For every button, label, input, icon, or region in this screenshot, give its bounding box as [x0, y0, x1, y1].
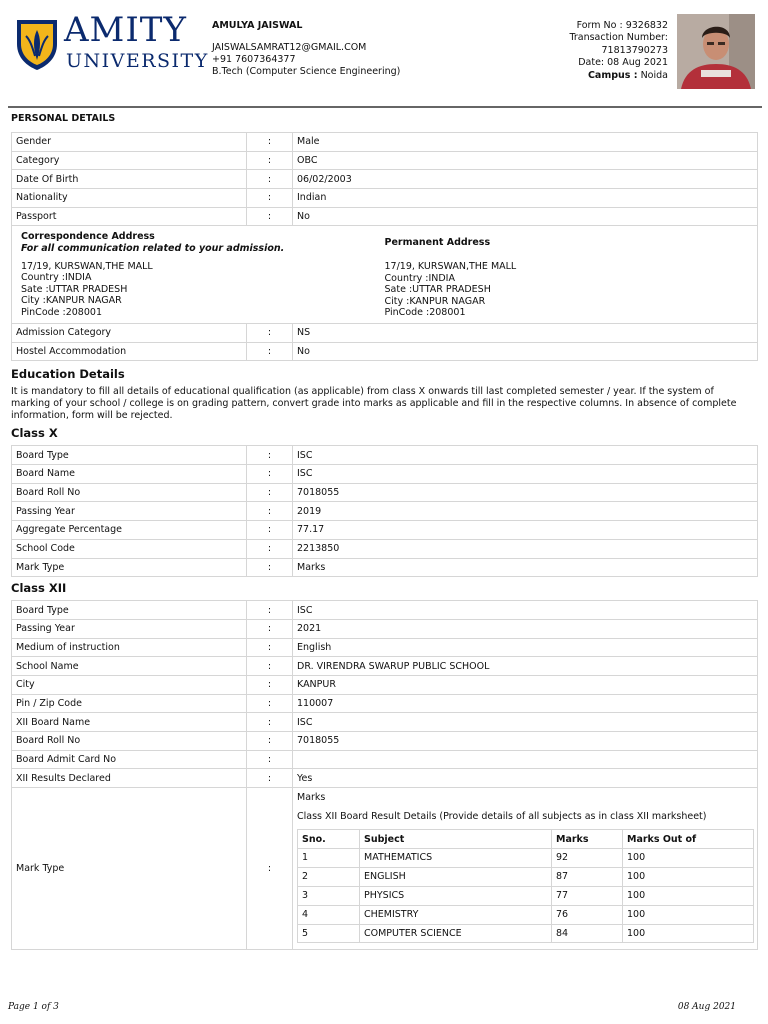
- table-row: [12, 675, 758, 694]
- cell: 100: [623, 924, 754, 943]
- row-label: XII Results Declared: [12, 769, 247, 788]
- row-value: Male: [293, 133, 758, 152]
- table-row: [12, 769, 758, 788]
- education-instructions: It is mandatory to fill all details of educational qualification (as applicable) from class X onwards till last completed semester / year. If the system of marking of your school / college is on grading pattern, convert grade into marks as applicable and fill in the respective columns. In absence of complete information, form will be rejected.: [11, 386, 737, 422]
- row-value: ISC: [293, 465, 758, 484]
- row-label: Medium of instruction: [12, 638, 247, 657]
- row-separator: :: [247, 601, 293, 620]
- row-label: Mark Type: [12, 558, 247, 577]
- row-separator: :: [247, 675, 293, 694]
- table-header-row: [298, 830, 754, 849]
- cell: 2: [298, 867, 360, 886]
- row-value: ISC: [293, 446, 758, 465]
- class-xii-heading: Class XII: [11, 581, 67, 596]
- table-row: [12, 189, 758, 208]
- row-label: Board Roll No: [12, 483, 247, 502]
- applicant-phone: +91 7607364377: [212, 54, 296, 65]
- row-label: Board Type: [12, 446, 247, 465]
- permanent-address: [385, 231, 749, 319]
- row-value: 2021: [293, 619, 758, 638]
- mark-type-row: [12, 788, 758, 950]
- row-separator: :: [247, 521, 293, 540]
- row-value: 77.17: [293, 521, 758, 540]
- row-separator: :: [247, 483, 293, 502]
- cell: COMPUTER SCIENCE: [360, 924, 552, 943]
- table-row: [12, 694, 758, 713]
- footer-date: 08 Aug 2021: [677, 1002, 736, 1012]
- table-row: [12, 465, 758, 484]
- table-row: [12, 657, 758, 676]
- address-line: PinCode :208001: [21, 307, 102, 318]
- row-label: School Name: [12, 657, 247, 676]
- row-value: 2019: [293, 502, 758, 521]
- document-header: [0, 0, 768, 100]
- row-value: ISC: [293, 601, 758, 620]
- table-row: [12, 750, 758, 769]
- personal-details-table: [11, 132, 758, 361]
- row-separator: :: [247, 151, 293, 170]
- column-header: Subject: [360, 830, 552, 849]
- table-row: [12, 521, 758, 540]
- row-value: ISC: [293, 713, 758, 732]
- column-header: Marks Out of: [623, 830, 754, 849]
- row-separator: :: [247, 133, 293, 152]
- row-label: XII Board Name: [12, 713, 247, 732]
- row-value: Indian: [293, 189, 758, 208]
- logo-university-text: UNIVERSITY: [66, 50, 209, 72]
- row-value: No: [293, 342, 758, 361]
- row-value: Marks: [293, 558, 758, 577]
- transaction-label: Transaction Number:: [569, 32, 668, 44]
- table-row: [298, 886, 754, 905]
- applicant-program: B.Tech (Computer Science Engineering): [212, 66, 401, 77]
- cell: 3: [298, 886, 360, 905]
- campus: [569, 70, 668, 82]
- applicant-photo: [677, 14, 755, 89]
- table-row: [12, 713, 758, 732]
- amity-logo: [14, 10, 209, 76]
- row-label: Board Type: [12, 601, 247, 620]
- subject-marks-table: [297, 829, 754, 943]
- row-label: Mark Type: [12, 788, 247, 950]
- class-xii-table: [11, 600, 758, 950]
- address-line: City :KANPUR NAGAR: [21, 295, 122, 307]
- row-value: 06/02/2003: [293, 170, 758, 189]
- logo-amity-text: AMITY: [64, 10, 187, 50]
- row-value: Yes: [293, 769, 758, 788]
- row-label: Hostel Accommodation: [12, 342, 247, 361]
- cell: 77: [552, 886, 623, 905]
- address-block: [12, 226, 757, 323]
- row-value: [293, 750, 758, 769]
- cell: PHYSICS: [360, 886, 552, 905]
- address-line: 17/19, KURSWAN,THE MALL: [384, 261, 517, 273]
- page-number: Page 1 of 3: [8, 1002, 59, 1012]
- cell: CHEMISTRY: [360, 905, 552, 924]
- cell: 100: [623, 905, 754, 924]
- row-value: No: [293, 207, 758, 226]
- row-label: Board Name: [12, 465, 247, 484]
- table-row: [12, 133, 758, 152]
- cell: 100: [623, 886, 754, 905]
- address-line: Country :INDIA: [21, 272, 92, 284]
- table-row: [12, 558, 758, 577]
- table-row: [12, 151, 758, 170]
- header-divider: [8, 106, 762, 108]
- table-row: [12, 342, 758, 361]
- cell: 1: [298, 848, 360, 867]
- row-separator: :: [247, 713, 293, 732]
- table-row: [12, 619, 758, 638]
- row-value: 7018055: [293, 483, 758, 502]
- table-row: [12, 601, 758, 620]
- cell: 76: [552, 905, 623, 924]
- applicant-name: AMULYA JAISWAL: [212, 20, 303, 31]
- row-value: NS: [293, 324, 758, 343]
- row-label: Date Of Birth: [12, 170, 247, 189]
- form-info: [569, 20, 668, 82]
- correspondence-subtitle: For all communication related to your admission.: [21, 243, 285, 255]
- table-row: [12, 502, 758, 521]
- row-value: OBC: [293, 151, 758, 170]
- correspondence-title: Correspondence Address: [21, 231, 155, 243]
- address-cell: [12, 226, 758, 324]
- row-separator: :: [247, 539, 293, 558]
- cell: 4: [298, 905, 360, 924]
- form-number: Form No : 9326832: [576, 20, 668, 31]
- table-row: [12, 732, 758, 751]
- campus-label: Campus :: [587, 69, 638, 81]
- personal-details-heading: PERSONAL DETAILS: [11, 113, 116, 124]
- row-separator: :: [247, 207, 293, 226]
- table-row: [12, 207, 758, 226]
- permanent-title: Permanent Address: [384, 237, 491, 249]
- row-separator: :: [247, 189, 293, 208]
- row-separator: :: [247, 769, 293, 788]
- shield-logo-icon: [14, 16, 60, 72]
- row-separator: :: [247, 342, 293, 361]
- address-line: Sate :UTTAR PRADESH: [21, 283, 128, 295]
- row-label: Admission Category: [12, 324, 247, 343]
- class-x-heading: Class X: [11, 426, 58, 441]
- row-label: Passing Year: [12, 502, 247, 521]
- table-row: [12, 446, 758, 465]
- table-row: [298, 924, 754, 943]
- row-separator: :: [247, 750, 293, 769]
- mark-type-cell: [293, 788, 758, 950]
- row-value: KANPUR: [293, 675, 758, 694]
- campus-value: Noida: [640, 69, 668, 81]
- cell: 87: [552, 867, 623, 886]
- row-label: School Code: [12, 539, 247, 558]
- cell: 5: [298, 924, 360, 943]
- person-photo-icon: [677, 14, 755, 89]
- cell: MATHEMATICS: [360, 848, 552, 867]
- table-row: [12, 638, 758, 657]
- row-value: 7018055: [293, 732, 758, 751]
- row-label: City: [12, 675, 247, 694]
- row-label: Gender: [12, 133, 247, 152]
- row-label: Passport: [12, 207, 247, 226]
- cell: 84: [552, 924, 623, 943]
- row-label: Board Roll No: [12, 732, 247, 751]
- row-separator: :: [247, 446, 293, 465]
- row-value: DR. VIRENDRA SWARUP PUBLIC SCHOOL: [293, 657, 758, 676]
- correspondence-address: [21, 231, 385, 319]
- row-label: Pin / Zip Code: [12, 694, 247, 713]
- row-separator: :: [247, 324, 293, 343]
- table-row: [12, 539, 758, 558]
- row-separator: :: [247, 170, 293, 189]
- row-separator: :: [247, 465, 293, 484]
- row-label: Aggregate Percentage: [12, 521, 247, 540]
- row-label: Board Admit Card No: [12, 750, 247, 769]
- table-row: [12, 170, 758, 189]
- applicant-email: JAISWALSAMRAT12@GMAIL.COM: [212, 42, 367, 53]
- table-row: [12, 483, 758, 502]
- cell: ENGLISH: [360, 867, 552, 886]
- address-line: Sate :UTTAR PRADESH: [384, 284, 491, 296]
- mark-type-value: Marks: [297, 792, 326, 804]
- row-separator: :: [247, 694, 293, 713]
- row-label: Passing Year: [12, 619, 247, 638]
- class-x-table: [11, 445, 758, 577]
- address-line: City :KANPUR NAGAR: [384, 295, 486, 307]
- column-header: Sno.: [298, 830, 360, 849]
- row-value: 110007: [293, 694, 758, 713]
- table-row: [12, 324, 758, 343]
- address-line: 17/19, KURSWAN,THE MALL: [21, 260, 153, 272]
- row-separator: :: [247, 788, 293, 950]
- cell: 100: [623, 848, 754, 867]
- table-row: [298, 848, 754, 867]
- transaction-number: 71813790273: [601, 44, 668, 56]
- cell: 100: [623, 867, 754, 886]
- row-separator: :: [247, 558, 293, 577]
- row-separator: :: [247, 502, 293, 521]
- row-separator: :: [247, 732, 293, 751]
- table-row: [298, 867, 754, 886]
- address-line: PinCode :208001: [384, 307, 466, 319]
- address-row: [12, 226, 758, 324]
- application-body: [11, 112, 758, 950]
- row-label: Nationality: [12, 189, 247, 208]
- row-value: 2213850: [293, 539, 758, 558]
- cell: 92: [552, 848, 623, 867]
- row-label: Category: [12, 151, 247, 170]
- applicant-info: [212, 20, 400, 78]
- column-header: Marks: [552, 830, 623, 849]
- table-row: [298, 905, 754, 924]
- row-separator: :: [247, 638, 293, 657]
- row-separator: :: [247, 619, 293, 638]
- form-date: Date: 08 Aug 2021: [578, 57, 668, 69]
- result-caption: Class XII Board Result Details (Provide details of all subjects as in class XII marksheet): [297, 811, 707, 823]
- row-separator: :: [247, 657, 293, 676]
- row-value: English: [293, 638, 758, 657]
- address-line: Country :INDIA: [384, 272, 455, 284]
- education-details-heading: Education Details: [11, 367, 125, 382]
